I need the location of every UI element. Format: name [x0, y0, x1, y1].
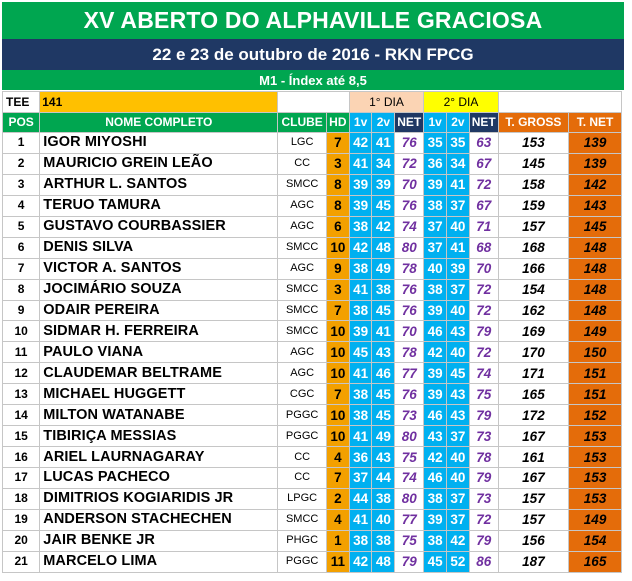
day1-back-nine: 48	[372, 551, 395, 572]
table-row	[3, 258, 622, 279]
day2-back-nine: 43	[447, 405, 470, 426]
day1-net: 70	[395, 321, 424, 342]
total-net: 153	[569, 488, 622, 509]
day1-back-nine: 48	[372, 237, 395, 258]
club-code: LGC	[278, 133, 327, 154]
day1-front-nine: 45	[349, 342, 372, 363]
day1-net: 73	[395, 405, 424, 426]
handicap: 9	[326, 258, 349, 279]
day2-front-nine: 43	[424, 426, 447, 447]
total-gross: 167	[498, 468, 568, 489]
day2-back-nine: 52	[447, 551, 470, 572]
header-tnet: T. NET	[569, 113, 622, 133]
club-code: SMCC	[278, 174, 327, 195]
pos-cell: 2	[3, 153, 40, 174]
day2-back-nine: 43	[447, 384, 470, 405]
handicap: 10	[326, 363, 349, 384]
day2-net: 67	[469, 195, 498, 216]
day1-back-nine: 45	[372, 300, 395, 321]
pos-cell: 20	[3, 530, 40, 551]
total-net: 139	[569, 153, 622, 174]
day2-front-nine: 39	[424, 174, 447, 195]
day2-net: 72	[469, 509, 498, 530]
day1-back-nine: 41	[372, 321, 395, 342]
table-row	[3, 384, 622, 405]
tee-label: TEE	[3, 92, 40, 113]
club-code: CC	[278, 447, 327, 468]
header-pos: POS	[3, 113, 40, 133]
handicap: 6	[326, 216, 349, 237]
handicap: 10	[326, 405, 349, 426]
player-name: TERUO TAMURA	[40, 195, 278, 216]
handicap: 2	[326, 488, 349, 509]
day1-net: 79	[395, 551, 424, 572]
day1-front-nine: 38	[349, 530, 372, 551]
day1-front-nine: 38	[349, 384, 372, 405]
table-row	[3, 279, 622, 300]
club-code: CC	[278, 153, 327, 174]
player-name: TIBIRIÇA MESSIAS	[40, 426, 278, 447]
results-table	[2, 91, 622, 573]
total-net: 153	[569, 468, 622, 489]
club-code: PGGC	[278, 551, 327, 572]
player-name: ANDERSON STACHECHEN	[40, 509, 278, 530]
pos-cell: 9	[3, 300, 40, 321]
header-d2-2v: 2v	[447, 113, 470, 133]
pos-cell: 12	[3, 363, 40, 384]
club-code: AGC	[278, 258, 327, 279]
handicap: 3	[326, 153, 349, 174]
handicap: 10	[326, 342, 349, 363]
day2-net: 73	[469, 426, 498, 447]
day1-net: 76	[395, 133, 424, 154]
day2-net: 73	[469, 488, 498, 509]
day1-net: 76	[395, 195, 424, 216]
day1-back-nine: 43	[372, 342, 395, 363]
day2-back-nine: 40	[447, 300, 470, 321]
player-name: MAURICIO GREIN LEÃO	[40, 153, 278, 174]
day2-net: 86	[469, 551, 498, 572]
table-row	[3, 488, 622, 509]
pos-cell: 21	[3, 551, 40, 572]
day1-net: 76	[395, 300, 424, 321]
day1-back-nine: 34	[372, 153, 395, 174]
total-gross: 171	[498, 363, 568, 384]
day1-back-nine: 38	[372, 279, 395, 300]
day2-net: 79	[469, 405, 498, 426]
total-gross: 159	[498, 195, 568, 216]
day1-net: 80	[395, 488, 424, 509]
day2-back-nine: 35	[447, 133, 470, 154]
day2-net: 68	[469, 237, 498, 258]
total-net: 139	[569, 133, 622, 154]
header-d1-1v: 1v	[349, 113, 372, 133]
day1-net: 78	[395, 258, 424, 279]
handicap: 8	[326, 195, 349, 216]
total-net: 151	[569, 363, 622, 384]
header-d2-net: NET	[469, 113, 498, 133]
player-name: DIMITRIOS KOGIARIDIS JR	[40, 488, 278, 509]
day1-front-nine: 42	[349, 237, 372, 258]
total-net: 145	[569, 216, 622, 237]
player-name: MILTON WATANABE	[40, 405, 278, 426]
day2-back-nine: 40	[447, 447, 470, 468]
table-row	[3, 216, 622, 237]
day1-front-nine: 42	[349, 133, 372, 154]
total-gross: 172	[498, 405, 568, 426]
day1-front-nine: 39	[349, 321, 372, 342]
pos-cell: 13	[3, 384, 40, 405]
handicap: 7	[326, 384, 349, 405]
pos-cell: 7	[3, 258, 40, 279]
total-net: 148	[569, 258, 622, 279]
day2-back-nine: 45	[447, 363, 470, 384]
day2-back-nine: 37	[447, 509, 470, 530]
total-net: 148	[569, 279, 622, 300]
day2-back-nine: 37	[447, 426, 470, 447]
total-gross: 156	[498, 530, 568, 551]
club-code: SMCC	[278, 300, 327, 321]
total-gross: 157	[498, 488, 568, 509]
day2-front-nine: 42	[424, 447, 447, 468]
day2-net: 79	[469, 530, 498, 551]
day1-net: 70	[395, 174, 424, 195]
handicap: 10	[326, 237, 349, 258]
day2-front-nine: 38	[424, 195, 447, 216]
day1-net: 72	[395, 153, 424, 174]
day1-net: 76	[395, 279, 424, 300]
day2-back-nine: 41	[447, 237, 470, 258]
total-net: 149	[569, 509, 622, 530]
day1-front-nine: 41	[349, 363, 372, 384]
day1-net: 74	[395, 468, 424, 489]
day1-label: 1° DIA	[349, 92, 424, 113]
day2-front-nine: 38	[424, 530, 447, 551]
total-gross: 145	[498, 153, 568, 174]
tee-row	[3, 92, 622, 113]
total-net: 154	[569, 530, 622, 551]
day1-front-nine: 41	[349, 509, 372, 530]
day2-front-nine: 37	[424, 216, 447, 237]
day1-front-nine: 37	[349, 468, 372, 489]
header-club: CLUBE	[278, 113, 327, 133]
pos-cell: 1	[3, 133, 40, 154]
total-gross: 167	[498, 426, 568, 447]
total-net: 151	[569, 384, 622, 405]
club-code: PHGC	[278, 530, 327, 551]
day2-net: 72	[469, 279, 498, 300]
pos-cell: 3	[3, 174, 40, 195]
day2-front-nine: 36	[424, 153, 447, 174]
player-name: LUCAS PACHECO	[40, 468, 278, 489]
day2-front-nine: 42	[424, 342, 447, 363]
day1-back-nine: 42	[372, 216, 395, 237]
club-code: LPGC	[278, 488, 327, 509]
player-name: VICTOR A. SANTOS	[40, 258, 278, 279]
club-code: AGC	[278, 363, 327, 384]
day1-front-nine: 38	[349, 258, 372, 279]
day2-front-nine: 45	[424, 551, 447, 572]
day2-net: 79	[469, 468, 498, 489]
table-row	[3, 509, 622, 530]
day1-back-nine: 38	[372, 530, 395, 551]
pos-cell: 4	[3, 195, 40, 216]
handicap: 4	[326, 447, 349, 468]
day1-net: 77	[395, 363, 424, 384]
day2-back-nine: 40	[447, 342, 470, 363]
handicap: 7	[326, 133, 349, 154]
total-gross: 168	[498, 237, 568, 258]
day1-back-nine: 45	[372, 405, 395, 426]
pos-cell: 18	[3, 488, 40, 509]
club-code: CC	[278, 468, 327, 489]
day1-front-nine: 41	[349, 279, 372, 300]
handicap: 10	[326, 426, 349, 447]
total-gross: 166	[498, 258, 568, 279]
pos-cell: 10	[3, 321, 40, 342]
day2-front-nine: 46	[424, 405, 447, 426]
day2-front-nine: 39	[424, 509, 447, 530]
day1-front-nine: 42	[349, 551, 372, 572]
day2-front-nine: 40	[424, 258, 447, 279]
day1-net: 76	[395, 384, 424, 405]
player-name: DENIS SILVA	[40, 237, 278, 258]
table-row	[3, 426, 622, 447]
player-name: ARTHUR L. SANTOS	[40, 174, 278, 195]
club-code: SMCC	[278, 509, 327, 530]
club-code: SMCC	[278, 321, 327, 342]
table-row	[3, 363, 622, 384]
day2-net: 72	[469, 342, 498, 363]
total-gross: 169	[498, 321, 568, 342]
table-row	[3, 195, 622, 216]
player-name: JAIR BENKE JR	[40, 530, 278, 551]
total-net: 165	[569, 551, 622, 572]
day2-front-nine: 35	[424, 133, 447, 154]
day1-front-nine: 41	[349, 426, 372, 447]
day1-back-nine: 49	[372, 258, 395, 279]
header-d1-2v: 2v	[372, 113, 395, 133]
table-row	[3, 405, 622, 426]
total-gross: 161	[498, 447, 568, 468]
header-d1-net: NET	[395, 113, 424, 133]
club-code: AGC	[278, 216, 327, 237]
total-gross: 154	[498, 279, 568, 300]
day2-net: 71	[469, 216, 498, 237]
day2-back-nine: 37	[447, 488, 470, 509]
total-gross: 157	[498, 216, 568, 237]
handicap: 8	[326, 174, 349, 195]
tournament-subtitle: 22 e 23 de outubro de 2016 - RKN FPCG	[2, 39, 624, 70]
club-code: PGGC	[278, 405, 327, 426]
total-net: 143	[569, 195, 622, 216]
total-net: 149	[569, 321, 622, 342]
handicap: 4	[326, 509, 349, 530]
pos-cell: 14	[3, 405, 40, 426]
table-row	[3, 174, 622, 195]
club-code: PGGC	[278, 426, 327, 447]
handicap: 7	[326, 300, 349, 321]
day2-net: 74	[469, 363, 498, 384]
day1-front-nine: 38	[349, 405, 372, 426]
day2-back-nine: 40	[447, 468, 470, 489]
day1-back-nine: 44	[372, 468, 395, 489]
header-name: NOME COMPLETO	[40, 113, 278, 133]
table-row	[3, 447, 622, 468]
day1-back-nine: 39	[372, 174, 395, 195]
player-name: GUSTAVO COURBASSIER	[40, 216, 278, 237]
day2-net: 72	[469, 300, 498, 321]
pos-cell: 8	[3, 279, 40, 300]
player-name: IGOR MIYOSHI	[40, 133, 278, 154]
player-name: SIDMAR H. FERREIRA	[40, 321, 278, 342]
club-code: SMCC	[278, 237, 327, 258]
total-net: 148	[569, 300, 622, 321]
total-gross: 157	[498, 509, 568, 530]
day1-net: 78	[395, 342, 424, 363]
day1-net: 80	[395, 426, 424, 447]
total-gross: 162	[498, 300, 568, 321]
pos-cell: 6	[3, 237, 40, 258]
table-row	[3, 153, 622, 174]
day2-net: 78	[469, 447, 498, 468]
day1-front-nine: 39	[349, 195, 372, 216]
table-row	[3, 321, 622, 342]
total-gross: 158	[498, 174, 568, 195]
header-hd: HD	[326, 113, 349, 133]
handicap: 11	[326, 551, 349, 572]
pos-cell: 16	[3, 447, 40, 468]
day1-net: 75	[395, 447, 424, 468]
day1-front-nine: 44	[349, 488, 372, 509]
club-code: AGC	[278, 342, 327, 363]
day2-net: 79	[469, 321, 498, 342]
day1-back-nine: 38	[372, 488, 395, 509]
day2-net: 75	[469, 384, 498, 405]
total-net: 142	[569, 174, 622, 195]
day2-back-nine: 43	[447, 321, 470, 342]
total-net: 153	[569, 426, 622, 447]
table-row	[3, 530, 622, 551]
day2-front-nine: 39	[424, 300, 447, 321]
day2-front-nine: 37	[424, 237, 447, 258]
day1-back-nine: 43	[372, 447, 395, 468]
table-row	[3, 468, 622, 489]
tournament-title: XV ABERTO DO ALPHAVILLE GRACIOSA	[2, 2, 624, 39]
day2-back-nine: 42	[447, 530, 470, 551]
handicap: 7	[326, 468, 349, 489]
header-row	[3, 113, 622, 133]
player-name: MICHAEL HUGGETT	[40, 384, 278, 405]
handicap: 1	[326, 530, 349, 551]
day1-back-nine: 45	[372, 384, 395, 405]
total-gross: 170	[498, 342, 568, 363]
table-row	[3, 237, 622, 258]
total-gross: 153	[498, 133, 568, 154]
day1-front-nine: 39	[349, 174, 372, 195]
day2-front-nine: 46	[424, 321, 447, 342]
table-row	[3, 133, 622, 154]
day2-net: 63	[469, 133, 498, 154]
day2-front-nine: 39	[424, 384, 447, 405]
player-name: CLAUDEMAR BELTRAME	[40, 363, 278, 384]
day1-back-nine: 40	[372, 509, 395, 530]
table-row	[3, 342, 622, 363]
pos-cell: 5	[3, 216, 40, 237]
player-name: JOCIMÁRIO SOUZA	[40, 279, 278, 300]
handicap: 3	[326, 279, 349, 300]
table-row	[3, 551, 622, 572]
table-row	[3, 300, 622, 321]
day2-front-nine: 38	[424, 279, 447, 300]
day2-back-nine: 40	[447, 216, 470, 237]
day1-back-nine: 41	[372, 133, 395, 154]
day2-back-nine: 41	[447, 174, 470, 195]
club-code: CGC	[278, 384, 327, 405]
total-net: 148	[569, 237, 622, 258]
day2-net: 67	[469, 153, 498, 174]
day1-front-nine: 36	[349, 447, 372, 468]
day2-back-nine: 39	[447, 258, 470, 279]
day1-back-nine: 45	[372, 195, 395, 216]
day2-front-nine: 46	[424, 468, 447, 489]
total-gross: 187	[498, 551, 568, 572]
day1-net: 77	[395, 509, 424, 530]
player-name: ODAIR PEREIRA	[40, 300, 278, 321]
day2-back-nine: 37	[447, 195, 470, 216]
club-code: AGC	[278, 195, 327, 216]
day1-front-nine: 41	[349, 153, 372, 174]
player-name: ARIEL LAURNAGARAY	[40, 447, 278, 468]
day1-net: 75	[395, 530, 424, 551]
day1-net: 74	[395, 216, 424, 237]
day2-back-nine: 34	[447, 153, 470, 174]
day2-label: 2° DIA	[424, 92, 499, 113]
pos-cell: 15	[3, 426, 40, 447]
pos-cell: 11	[3, 342, 40, 363]
day1-back-nine: 49	[372, 426, 395, 447]
day1-front-nine: 38	[349, 300, 372, 321]
day1-front-nine: 38	[349, 216, 372, 237]
day2-net: 70	[469, 258, 498, 279]
day2-front-nine: 39	[424, 363, 447, 384]
club-code: SMCC	[278, 279, 327, 300]
category-label: M1 - Índex até 8,5	[2, 70, 624, 90]
player-name: MARCELO LIMA	[40, 551, 278, 572]
tee-value: 141	[40, 92, 278, 113]
total-net: 152	[569, 405, 622, 426]
pos-cell: 17	[3, 468, 40, 489]
total-net: 150	[569, 342, 622, 363]
total-net: 153	[569, 447, 622, 468]
day1-back-nine: 46	[372, 363, 395, 384]
player-name: PAULO VIANA	[40, 342, 278, 363]
pos-cell: 19	[3, 509, 40, 530]
day2-net: 72	[469, 174, 498, 195]
day1-net: 80	[395, 237, 424, 258]
day2-back-nine: 37	[447, 279, 470, 300]
day2-front-nine: 38	[424, 488, 447, 509]
header-gross: T. GROSS	[498, 113, 568, 133]
handicap: 10	[326, 321, 349, 342]
total-gross: 165	[498, 384, 568, 405]
header-d2-1v: 1v	[424, 113, 447, 133]
